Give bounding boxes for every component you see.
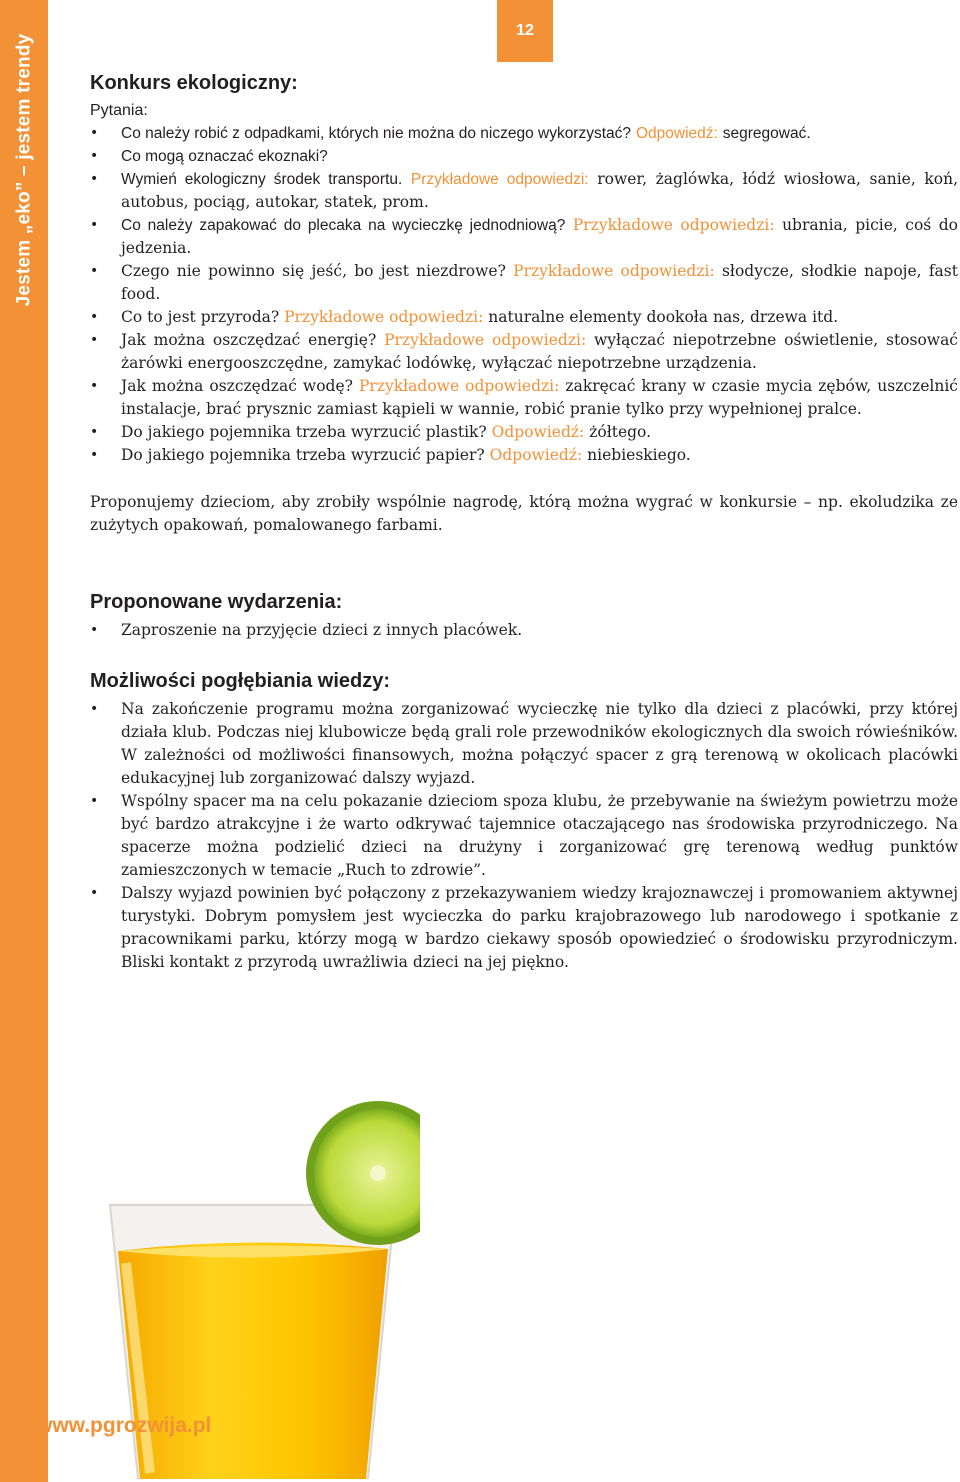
events-list bbox=[90, 619, 958, 642]
list-item: • Na zakończenie programu można zorganizować wycieczkę nie tylko dla dzieci z placówki, przy której działa klub. Podczas niej klubowicze będą grali role przewodników ekologicznych dla swoich rówieśników. W zależności od możliwości finansowych, można połączyć spacer z grą terenową w okolicach placówki edukacyjnej lub zorganizować dalszy wyjazd. bbox=[90, 698, 958, 790]
question: Wymień ekologiczny środek transportu. bbox=[121, 171, 403, 188]
side-title: Jestem „eko” – jestem trendy bbox=[13, 33, 34, 307]
knowledge-section bbox=[90, 664, 958, 974]
list-item bbox=[90, 260, 958, 306]
list-item bbox=[90, 168, 958, 214]
list-item bbox=[90, 306, 958, 329]
section-title-knowledge: Możliwości pogłębiania wiedzy: bbox=[90, 670, 391, 692]
list-item bbox=[90, 421, 958, 444]
answer-label: Przykładowe odpowiedzi: bbox=[513, 262, 715, 280]
question: Jak można oszczędzać wodę? bbox=[121, 377, 353, 395]
question: Co należy robić z odpadkami, których nie można do niczego wykorzystać? bbox=[121, 125, 632, 142]
page-number: 12 bbox=[497, 0, 553, 62]
answer: rower, żaglówka, łódź wiosłowa, sanie, koń, autobus, pociąg, autokar, statek, prom. bbox=[121, 170, 958, 211]
answer-label: Przykładowe odpowiedzi: bbox=[410, 171, 589, 188]
question: Co należy zapakować do plecaka na wycieczkę jednodniową? bbox=[121, 217, 566, 234]
answer-label: Odpowiedź: bbox=[491, 423, 585, 441]
answer-label: Przykładowe odpowiedzi: bbox=[359, 377, 560, 395]
answer: zakręcać krany w czasie mycia zębów, uszczelnić instalacje, brać prysznic zamiast kąpieli w wannie, robić pranie tylko przy wypełnionej pralce. bbox=[121, 377, 958, 418]
list-item bbox=[90, 444, 958, 467]
answer-label: Przykładowe odpowiedzi: bbox=[284, 308, 484, 326]
answer: naturalne elementy dookoła nas, drzewa itd. bbox=[488, 308, 839, 326]
answer: segregować. bbox=[722, 125, 811, 142]
question: Co to jest przyroda? bbox=[121, 308, 280, 326]
answer-label: Odpowiedź: bbox=[489, 446, 583, 464]
footer-url: www.pgrozwija.pl bbox=[36, 1414, 212, 1437]
question: Czego nie powinno się jeść, bo jest niezdrowe? bbox=[121, 262, 506, 280]
answer: ubrania, picie, coś do jedzenia. bbox=[121, 216, 958, 257]
main-content bbox=[90, 66, 958, 974]
knowledge-list bbox=[90, 698, 958, 974]
question: Do jakiego pojemnika trzeba wyrzucić plastik? bbox=[121, 423, 487, 441]
section-title-events: Proponowane wydarzenia: bbox=[90, 591, 343, 613]
questions-list bbox=[90, 122, 958, 467]
list-item bbox=[90, 122, 958, 145]
side-title-wrap bbox=[0, 0, 48, 340]
section-title-konkurs: Konkurs ekologiczny: bbox=[90, 72, 298, 94]
question: Co mogą oznaczać ekoznaki? bbox=[121, 148, 328, 165]
side-bar bbox=[0, 0, 48, 1482]
list-item bbox=[90, 329, 958, 375]
question: Jak można oszczędzać energię? bbox=[121, 331, 377, 349]
list-item: • Dalszy wyjazd powinien być połączony z przekazywaniem wiedzy krajoznawczej i promowaniem aktywnej turystyki. Dobrym pomysłem jest wycieczka do parku krajobrazowego lub narodowego i spotkanie z pracownikami parku, którzy mogą w bardzo ciekawy sposób opowiedzieć o środowisku przyrodniczym. Bliski kontakt z przyrodą uwrażliwia dzieci na jej piękno. bbox=[90, 882, 958, 974]
prize-paragraph: Proponujemy dzieciom, aby zrobiły wspólnie nagrodę, którą można wygrać w konkursie – np. ekoludzika ze zużytych opakowań, pomalowanego farbami. bbox=[90, 493, 958, 534]
juice-glass-photo bbox=[90, 1033, 420, 1479]
list-item bbox=[90, 145, 958, 168]
list-item: • Wspólny spacer ma na celu pokazanie dzieciom spoza klubu, że przebywanie na świeżym powietrzu może być bardzo atrakcyjne i że warto odkrywać tajemnice otaczającego nas środowiska przyrodniczego. Na spacerze można podzielić dzieci na drużyny i zorganizować grę terenową według punktów zamieszczonych w temacie „Ruch to zdrowie”. bbox=[90, 790, 958, 882]
answer-label: Przykładowe odpowiedzi: bbox=[384, 331, 587, 349]
list-item: • Zaproszenie na przyjęcie dzieci z innych placówek. bbox=[90, 619, 958, 642]
answer: żółtego. bbox=[589, 423, 652, 441]
answer: niebieskiego. bbox=[587, 446, 691, 464]
answer-label: Przykładowe odpowiedzi: bbox=[572, 216, 775, 234]
question: Do jakiego pojemnika trzeba wyrzucić papier? bbox=[121, 446, 485, 464]
questions-label: Pytania: bbox=[90, 102, 148, 119]
answer: słodycze, słodkie napoje, fast food. bbox=[121, 262, 958, 303]
answer-label: Odpowiedź: bbox=[635, 125, 718, 142]
events-section bbox=[90, 585, 958, 642]
list-item bbox=[90, 375, 958, 421]
list-item bbox=[90, 214, 958, 260]
answer: wyłączać niepotrzebne oświetlenie, stosować żarówki energooszczędne, zamykać lodówkę, wyłączać niepotrzebne urządzenia. bbox=[121, 331, 958, 372]
